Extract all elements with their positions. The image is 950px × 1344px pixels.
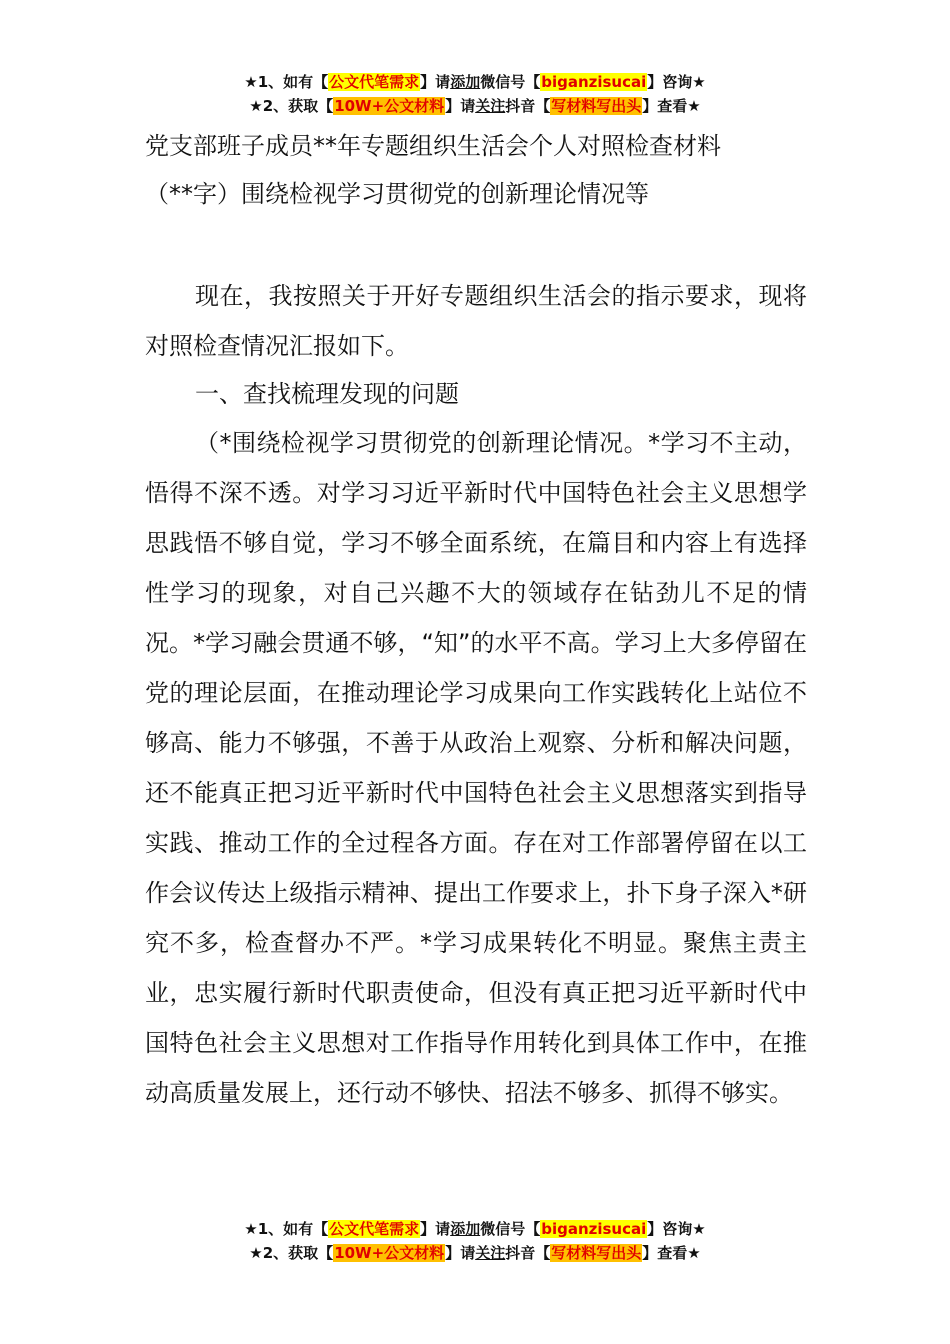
- promo-line-1: [0, 1217, 950, 1241]
- promo-text: 微信号【: [480, 1220, 541, 1238]
- promo-text: 】查看★: [642, 1244, 701, 1262]
- promo-douyin-id: 写材料写出头: [551, 97, 642, 115]
- promo-text: ★2、获取【: [249, 1244, 334, 1262]
- section-body-paragraph: （*围绕检视学习贯彻党的创新理论情况。*学习不主动，悟得不深不透。对学习习近平新时代中国特色社会主义思想学思践悟不够自觉，学习不够全面系统，在篇目和内容上有选择性学习的现象，对自己兴趣不大的领域存在钻劲儿不足的情况。*学习融会贯通不够，“知”的水平不高。学习上大多停留在党的理论层面，在推动理论学习成果向工作实践转化上站位不够高、能力不够强，不善于从政治上观察、分析和解决问题，还不能真正把习近平新时代中国特色社会主义思想落实到指导实践、推动工作的全过程各方面。存在对工作部署停留在以工作会议传达上级指示精神、提出工作要求上，扑下身子深入*研究不多，检查督办不严。*学习成果转化不明显。聚焦主责主业，忠实履行新时代职责使命，但没有真正把习近平新时代中国特色社会主义思想对工作指导作用转化到具体工作中，在推动高质量发展上，还行动不够快、招法不够多、抓得不够实。: [145, 429, 807, 1107]
- promo-text: 】咨询★: [647, 73, 706, 91]
- promo-emphasis: 添加: [450, 73, 481, 91]
- promo-banner-top: [0, 70, 950, 118]
- promo-text: 】请: [445, 97, 476, 115]
- promo-wechat-id: biganzisucai: [541, 1220, 647, 1238]
- promo-text: 】查看★: [642, 97, 701, 115]
- promo-douyin-id: 写材料写出头: [551, 1244, 642, 1262]
- promo-highlight: 10W+公文材料: [334, 97, 445, 115]
- intro-paragraph: 现在，我按照关于开好专题组织生活会的指示要求，现将对照检查情况汇报如下。: [145, 282, 807, 360]
- promo-text: 微信号【: [480, 73, 541, 91]
- promo-highlight: 公文代笔需求: [329, 73, 420, 91]
- promo-highlight: 公文代笔需求: [329, 1220, 420, 1238]
- promo-text: 】咨询★: [647, 1220, 706, 1238]
- promo-highlight: 10W+公文材料: [334, 1244, 445, 1262]
- promo-text: 抖音【: [505, 1244, 551, 1262]
- promo-text: ★1、如有【: [244, 73, 329, 91]
- promo-line-1: [0, 70, 950, 94]
- promo-line-2: [0, 94, 950, 118]
- promo-text: ★1、如有【: [244, 1220, 329, 1238]
- promo-text: 】请: [420, 1220, 451, 1238]
- promo-banner-bottom: [0, 1217, 950, 1265]
- section-heading: 一、查找梳理发现的问题: [195, 380, 459, 408]
- promo-emphasis: 关注: [475, 1244, 506, 1262]
- promo-text: ★2、获取【: [249, 97, 334, 115]
- promo-text: 抖音【: [505, 97, 551, 115]
- promo-emphasis: 添加: [450, 1220, 481, 1238]
- document-subtitle: （**字）围绕检视学习贯彻党的创新理论情况等: [145, 180, 649, 208]
- document-title: 党支部班子成员**年专题组织生活会个人对照检查材料: [145, 132, 721, 160]
- promo-line-2: [0, 1241, 950, 1265]
- promo-text: 】请: [445, 1244, 476, 1262]
- promo-wechat-id: biganzisucai: [541, 73, 647, 91]
- promo-text: 】请: [420, 73, 451, 91]
- promo-emphasis: 关注: [475, 97, 506, 115]
